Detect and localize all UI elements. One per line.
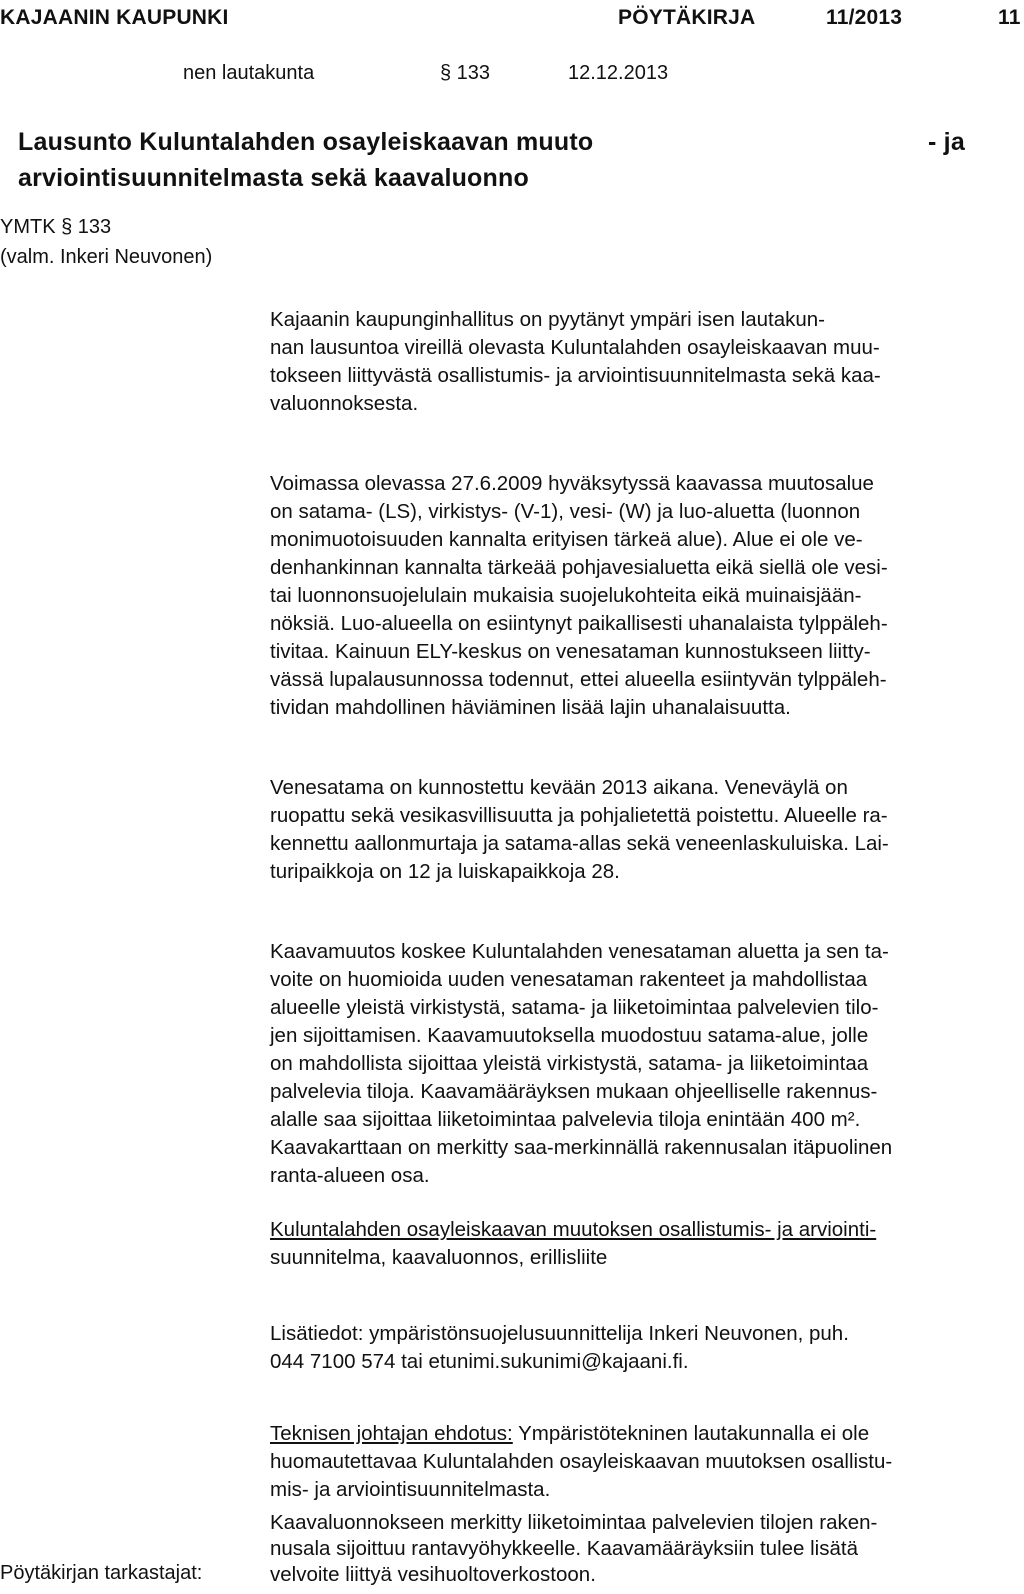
paragraph-attachment [270,1216,1008,1272]
paragraph-building-area [270,1510,1008,1588]
footer-reviewers-label: Pöytäkirjan tarkastajat: [0,1562,203,1584]
text-line: 044 7100 574 tai etunimi.sukunimi@kajaani.fi. [270,1350,689,1373]
proposal-text: Ympäristötekninen lautakunnalla ei ole [512,1422,870,1445]
text-line: Kaavamuutos koskee Kuluntalahden venesataman aluetta ja sen ta- [270,940,889,963]
meeting-date: 12.12.2013 [568,62,669,84]
text-line: alueelle yleistä virkistystä, satama- ja liiketoimintaa palvelevien tilo- [270,996,879,1019]
text-line: tividan mahdollinen häviäminen lisää lajin uhanalaisuutta. [270,696,791,719]
text-line: on mahdollista sijoittaa yleistä virkistystä, satama- ja liiketoimintaa [270,1052,869,1075]
text-line: nusala sijoittuu rantavyöhykkeelle. Kaavamääräyksiin tulee lisätä [270,1537,858,1560]
text-line: tai luonnonsuojelulain mukaisia suojelukohteita eikä muinaisjään- [270,584,862,607]
text-line: turipaikkoja on 12 ja luiskapaikkoja 28. [270,860,620,883]
title-line-1: Lausunto Kuluntalahden osayleiskaavan muuto [18,128,594,156]
text-line: ranta-alueen osa. [270,1164,430,1187]
header-page-number: 11 [998,6,1021,29]
text-line: valuonnoksesta. [270,392,419,415]
paragraph-proposal [270,1420,1008,1504]
attachment-link[interactable]: Kuluntalahden osayleiskaavan muutoksen osallistumis- ja arviointi- [270,1218,877,1241]
proposal-label: Teknisen johtajan ehdotus: [270,1422,513,1445]
text-line: velvoite liittyä vesihuoltoverkostoon. [270,1563,596,1586]
paragraph-harbour [270,774,1008,886]
paragraph-plan-change [270,938,1008,1190]
section-number: § 133 [440,62,491,84]
paragraph-request [270,306,1008,418]
text-line: nöksiä. Luo-alueella on esiintynyt paikallisesti uhanalaista tylppäleh- [270,612,888,635]
paragraph-current-plan [270,470,1008,722]
paragraph-contact-info [270,1320,1008,1376]
text-line: Kaavaluonnokseen merkitty liiketoimintaa palvelevien tilojen raken- [270,1511,878,1534]
text-line [270,1420,1008,1448]
text-line: on satama- (LS), virkistys- (V-1), vesi- (W) ja luo-aluetta (luonnon [270,500,861,523]
text-line: voite on huomioida uuden venesataman rakenteet ja mahdollistaa [270,968,868,991]
text-line: nan lausuntoa vireillä olevasta Kuluntalahden osayleiskaavan muu- [270,336,880,359]
header-doc-type: PÖYTÄKIRJA [618,6,756,29]
title-line-2: arviointisuunnitelmasta sekä kaavaluonno [18,164,529,192]
header-org: KAJAANIN KAUPUNKI [0,6,229,29]
preparer: (valm. Inkeri Neuvonen) [0,246,213,268]
text-line: ruopattu sekä vesikasvillisuutta ja pohjalietettä poistettu. Alueelle ra- [270,804,888,827]
text-line: tivitaa. Kainuun ELY-keskus on venesataman kunnostukseen liitty- [270,640,871,663]
text-line: Lisätiedot: ympäristönsuojelusuunnittelija Inkeri Neuvonen, puh. [270,1322,849,1345]
text-line: mis- ja arviointisuunnitelmasta. [270,1478,551,1501]
attachment-text: suunnitelma, kaavaluonnos, erillisliite [270,1246,608,1269]
committee-name: nen lautakunta [183,62,315,84]
text-line: jen sijoittamisen. Kaavamuutoksella muodostuu satama-alue, jolle [270,1024,869,1047]
text-line: kennettu aallonmurtaja ja satama-allas sekä veneenlaskuluiska. Lai- [270,832,889,855]
text-line: palvelevia tiloja. Kaavamääräyksen mukaan ohjeelliselle rakennus- [270,1080,878,1103]
header-doc-number: 11/2013 [826,6,903,29]
text-line: Voimassa olevassa 27.6.2009 hyväksytyssä kaavassa muutosalue [270,472,874,495]
section-reference: YMTK § 133 [0,216,112,238]
text-line: tokseen liittyvästä osallistumis- ja arviointisuunnitelmasta sekä kaa- [270,364,881,387]
text-line: denhankinnan kannalta tärkeää pohjavesialuetta eikä siellä ole vesi- [270,556,888,579]
text-line: alalle saa sijoittaa liiketoimintaa palvelevia tiloja enintään 400 m². [270,1108,861,1131]
text-line: monimuotoisuuden kannalta erityisen tärkeä alue). Alue ei ole ve- [270,528,863,551]
text-line: huomautettavaa Kuluntalahden osayleiskaavan muutoksen osallistu- [270,1450,893,1473]
text-line: Kajaanin kaupunginhallitus on pyytänyt ympäri isen lautakun- [270,308,825,331]
title-line-1-end: - ja [928,128,965,156]
text-line: Venesatama on kunnostettu kevään 2013 aikana. Veneväylä on [270,776,848,799]
text-line: Kaavakarttaan on merkitty saa-merkinnällä rakennusalan itäpuolinen [270,1136,893,1159]
text-line: vässä lupalausunnossa todennut, ettei alueella esiintyvän tylppäleh- [270,668,887,691]
